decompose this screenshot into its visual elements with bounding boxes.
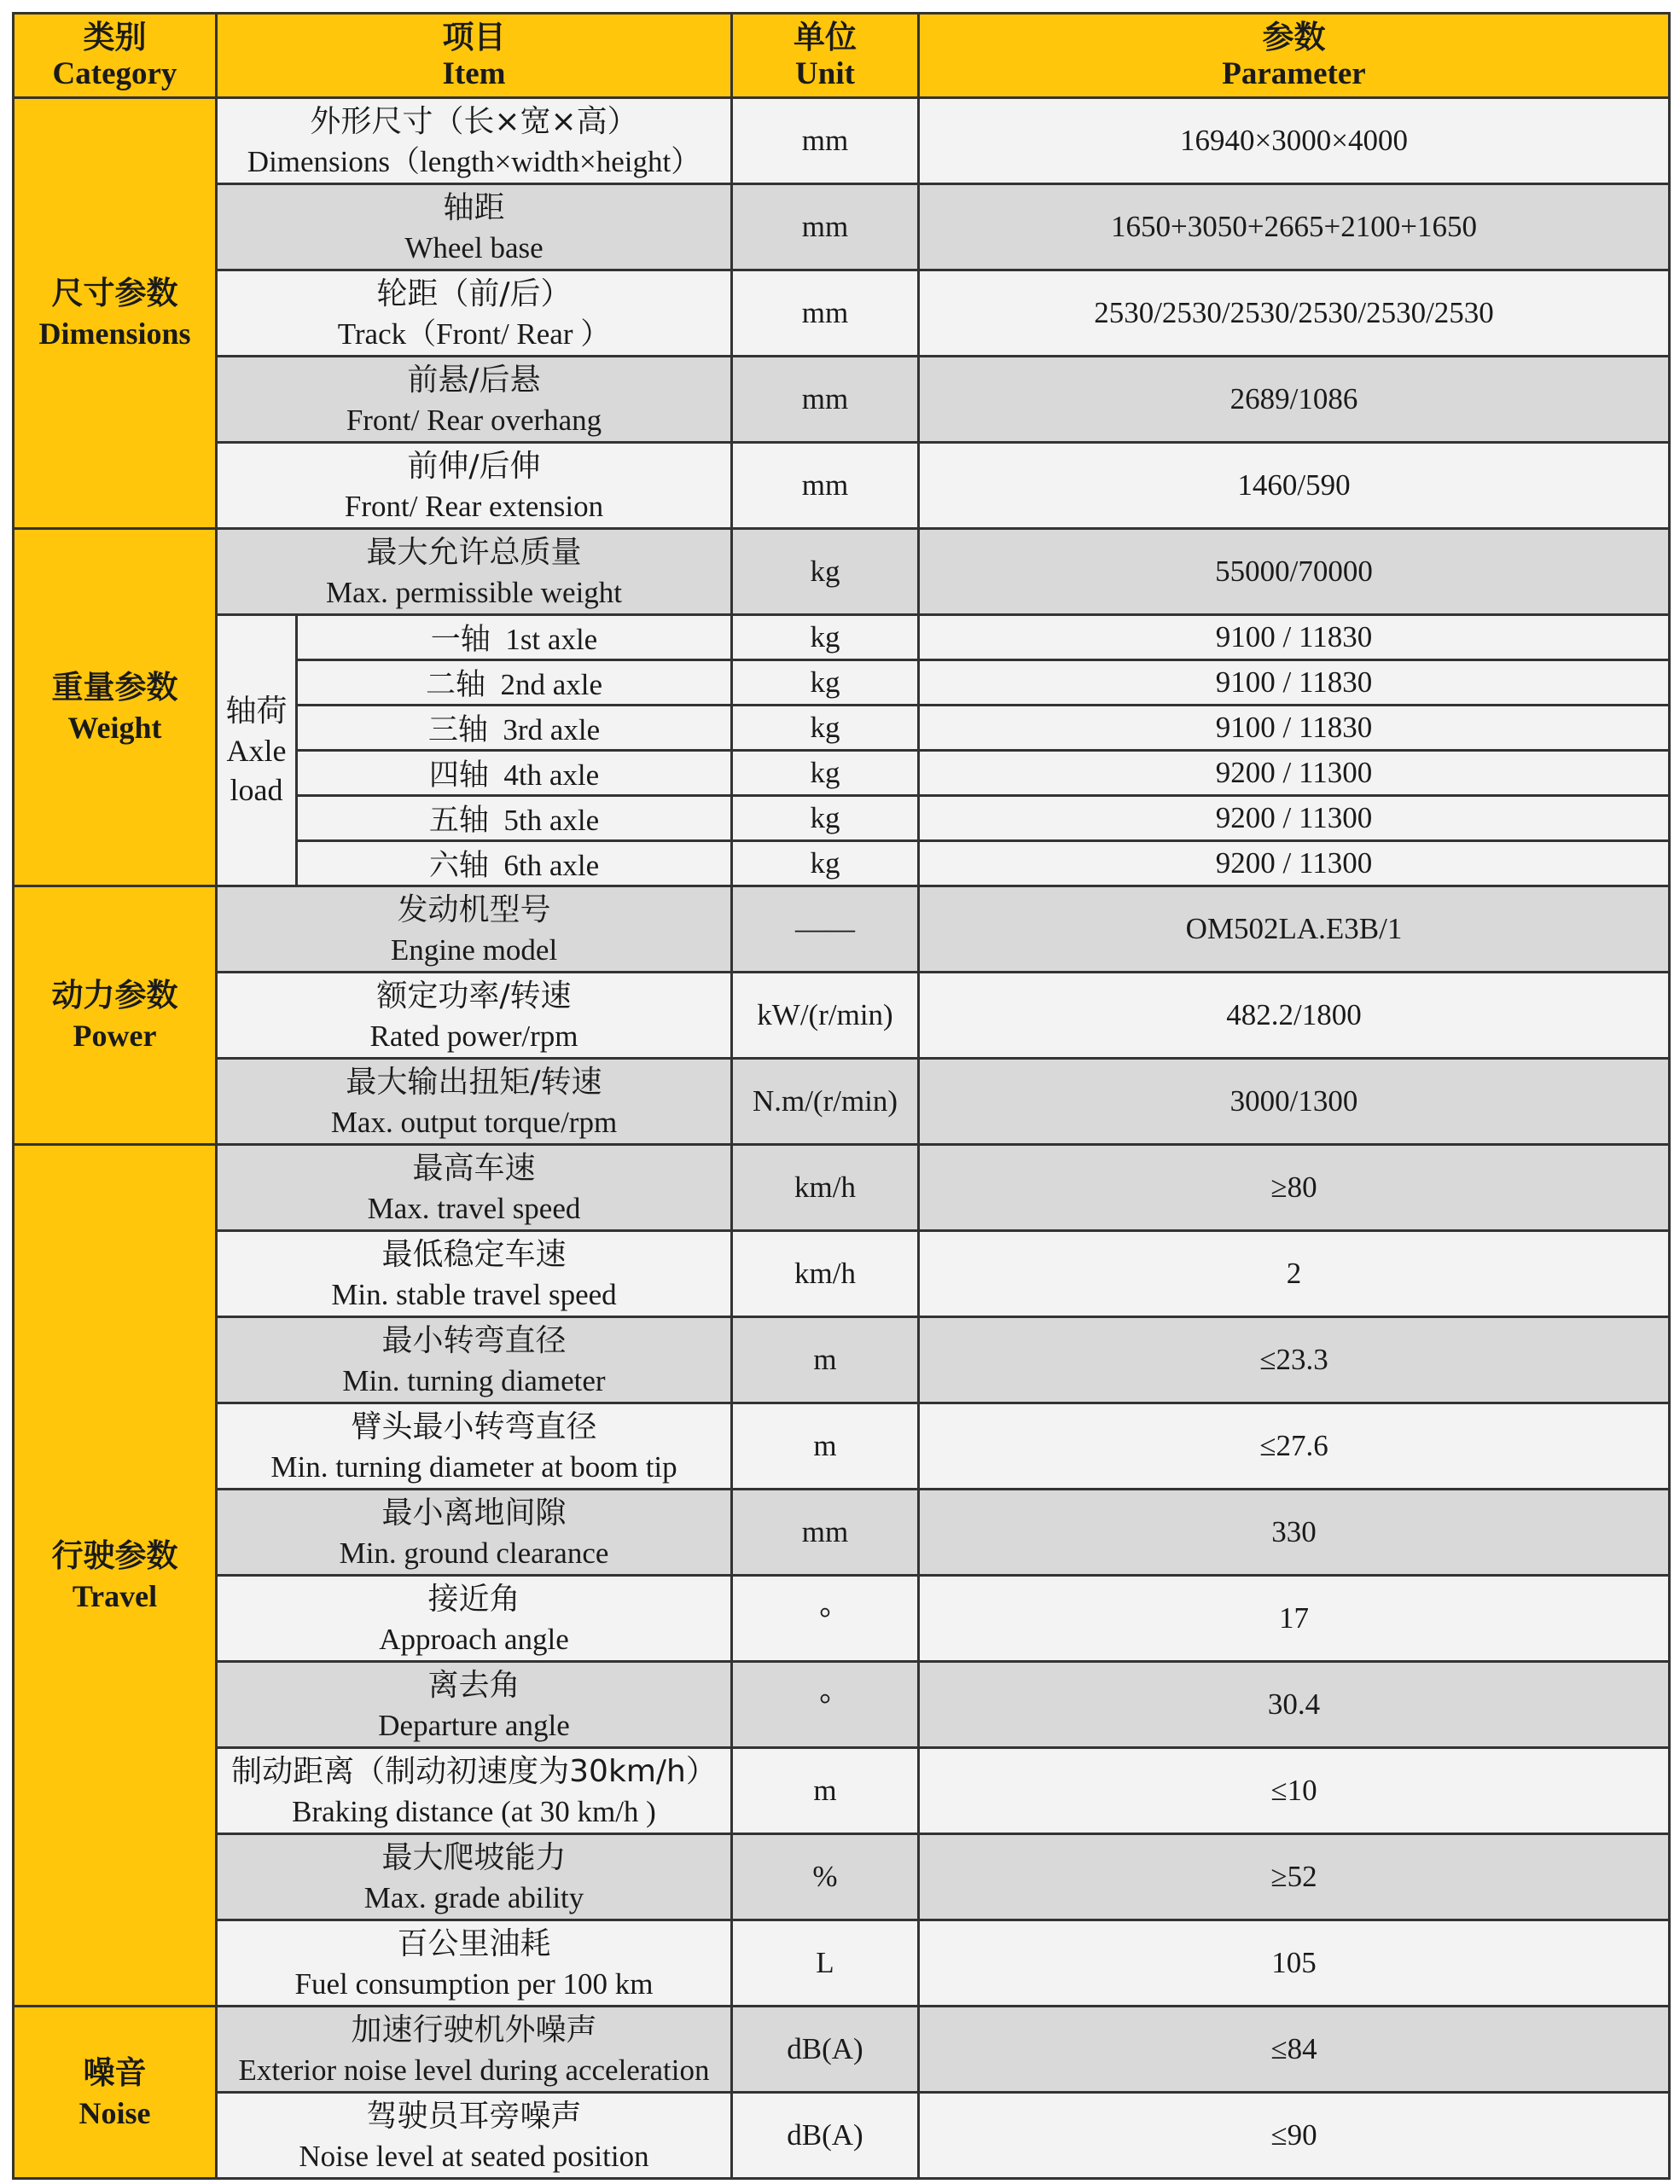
header-row	[14, 14, 1670, 98]
parameter-cell: 9100 / 11830	[919, 706, 1670, 751]
item-label-zh: 加速行驶机外噪声	[351, 2013, 597, 2048]
table-row	[14, 1317, 1670, 1403]
header-item: 项目 Item	[217, 14, 732, 98]
item-label-en: Max. output torque/rpm	[330, 1106, 618, 1139]
item-label-zh: 最小离地间隙	[381, 1496, 567, 1531]
item-label-zh: 接近角	[427, 1582, 520, 1617]
parameter-cell: ≥52	[919, 1834, 1670, 1920]
unit-cell: °	[732, 1662, 919, 1748]
category-label-en: Travel	[72, 1578, 158, 1613]
parameter-cell: 330	[919, 1490, 1670, 1576]
item-cell	[217, 1317, 732, 1403]
item-label-zh: 最低稳定车速	[381, 1237, 567, 1272]
parameter-cell: 2689/1086	[919, 357, 1670, 443]
category-label-zh: 行驶参数	[51, 1536, 178, 1574]
parameter-cell: ≤23.3	[919, 1317, 1670, 1403]
axle-item-cell	[297, 841, 732, 886]
item-cell	[217, 1920, 732, 2007]
category-weight	[14, 529, 217, 886]
item-label-en: Min. turning diameter at boom tip	[270, 1450, 677, 1484]
item-label-zh: 最小转弯直径	[381, 1323, 567, 1358]
item-cell	[217, 1576, 732, 1662]
item-label-zh: 轮距（前/后）	[376, 276, 572, 311]
table-row	[14, 2007, 1670, 2093]
item-label-en: Max. permissible weight	[325, 576, 623, 609]
axle-item-cell	[297, 706, 732, 751]
parameter-cell: 9100 / 11830	[919, 615, 1670, 660]
table-row	[14, 1834, 1670, 1920]
parameter-cell: 105	[919, 1920, 1670, 2007]
item-label-zh: 最大爬坡能力	[381, 1840, 567, 1875]
unit-cell: kg	[732, 706, 919, 751]
table-row	[14, 443, 1670, 529]
item-label-en: Approach angle	[379, 1623, 569, 1656]
table-row	[14, 1748, 1670, 1834]
category-travel	[14, 1145, 217, 2007]
axle-label-zh: 六轴	[428, 849, 489, 883]
table-row	[14, 98, 1670, 184]
axle-load-group	[217, 615, 297, 886]
axle-item-cell	[297, 660, 732, 706]
item-label-zh: 前悬/后悬	[407, 363, 541, 398]
item-cell	[217, 184, 732, 270]
parameter-cell: 9100 / 11830	[919, 660, 1670, 706]
table-row	[14, 270, 1670, 357]
unit-cell: dB(A)	[732, 2007, 919, 2093]
table-row	[14, 973, 1670, 1059]
parameter-cell: ≥80	[919, 1145, 1670, 1231]
table-row	[14, 1576, 1670, 1662]
unit-cell: m	[732, 1748, 919, 1834]
unit-cell: kg	[732, 660, 919, 706]
axle-label-zh: 四轴	[428, 758, 489, 793]
table-row	[14, 886, 1670, 973]
unit-cell: kg	[732, 615, 919, 660]
axle-group-en1: Axle	[226, 733, 287, 768]
unit-cell: kg	[732, 529, 919, 615]
header-category: 类别 Category	[14, 14, 217, 98]
item-label-zh: 最高车速	[412, 1151, 536, 1186]
axle-group-zh: 轴荷	[225, 693, 288, 729]
item-label-zh: 额定功率/转速	[376, 979, 572, 1014]
item-cell	[217, 443, 732, 529]
item-cell	[217, 1748, 732, 1834]
unit-cell: %	[732, 1834, 919, 1920]
parameter-cell: 30.4	[919, 1662, 1670, 1748]
item-cell	[217, 357, 732, 443]
item-cell	[217, 973, 732, 1059]
header-unit: 单位 Unit	[732, 14, 919, 98]
table-row	[14, 1490, 1670, 1576]
category-label-zh: 动力参数	[51, 977, 178, 1014]
unit-cell: mm	[732, 270, 919, 357]
item-cell	[217, 1145, 732, 1231]
axle-label-en: 2nd axle	[500, 668, 603, 701]
item-cell	[217, 1490, 732, 1576]
item-cell	[217, 1059, 732, 1145]
header-parameter: 参数 Parameter	[919, 14, 1670, 98]
unit-cell: L	[732, 1920, 919, 2007]
axle-group-en2: load	[230, 772, 283, 807]
unit-cell: ——	[732, 886, 919, 973]
item-label-en: Max. travel speed	[367, 1192, 581, 1225]
unit-cell: kg	[732, 796, 919, 841]
table-row	[14, 1059, 1670, 1145]
category-label-en: Weight	[67, 711, 162, 745]
axle-label-en: 4th axle	[503, 758, 600, 792]
parameter-cell: OM502LA.E3B/1	[919, 886, 1670, 973]
parameter-cell: 2530/2530/2530/2530/2530/2530	[919, 270, 1670, 357]
item-label-en: Dimensions（length×width×height）	[247, 145, 701, 178]
axle-item-cell	[297, 615, 732, 660]
category-label-zh: 尺寸参数	[51, 275, 178, 311]
parameter-cell: 482.2/1800	[919, 973, 1670, 1059]
item-label-zh: 发动机型号	[397, 892, 551, 927]
parameter-cell: 9200 / 11300	[919, 796, 1670, 841]
item-label-zh: 制动距离（制动初速度为30km/h）	[231, 1754, 717, 1789]
item-cell	[217, 2093, 732, 2179]
item-label-zh: 百公里油耗	[397, 1926, 551, 1961]
unit-cell: °	[732, 1576, 919, 1662]
axle-label-en: 5th axle	[503, 804, 600, 837]
unit-cell: kg	[732, 751, 919, 796]
item-label-en: Min. stable travel speed	[331, 1278, 617, 1311]
item-label-en: Max. grade ability	[363, 1881, 584, 1914]
item-label-en: Engine model	[390, 933, 558, 967]
unit-cell: mm	[732, 184, 919, 270]
parameter-cell: 9200 / 11300	[919, 751, 1670, 796]
parameter-cell: 1460/590	[919, 443, 1670, 529]
unit-cell: mm	[732, 357, 919, 443]
parameter-cell: 9200 / 11300	[919, 841, 1670, 886]
table-row	[14, 1231, 1670, 1317]
unit-cell: km/h	[732, 1145, 919, 1231]
category-label-en: Dimensions	[38, 317, 191, 351]
parameter-cell: ≤10	[919, 1748, 1670, 1834]
parameter-cell: ≤90	[919, 2093, 1670, 2179]
item-label-en: Front/ Rear overhang	[346, 404, 602, 437]
parameter-cell: ≤27.6	[919, 1403, 1670, 1490]
category-noise	[14, 2007, 217, 2179]
item-cell	[217, 1403, 732, 1490]
unit-cell: m	[732, 1403, 919, 1490]
table-row	[14, 357, 1670, 443]
item-label-zh: 最大允许总质量	[366, 535, 582, 570]
item-cell	[217, 98, 732, 184]
item-label-en: Wheel base	[404, 231, 544, 264]
axle-label-en: 3rd axle	[503, 713, 601, 746]
axle-label-zh: 一轴	[430, 623, 491, 657]
item-label-en: Front/ Rear extension	[344, 490, 604, 523]
item-label-zh: 最大输出扭矩/转速	[346, 1065, 602, 1100]
parameter-cell: ≤84	[919, 2007, 1670, 2093]
item-label-en: Exterior noise level during acceleration	[238, 2053, 710, 2087]
parameter-cell: 2	[919, 1231, 1670, 1317]
category-label-zh: 噪音	[83, 2053, 147, 2091]
item-label-zh: 轴距	[443, 190, 505, 225]
item-label-en: Min. ground clearance	[339, 1536, 609, 1570]
axle-label-zh: 二轴	[425, 668, 485, 702]
item-cell	[217, 886, 732, 973]
axle-label-en: 1st axle	[505, 623, 598, 656]
unit-cell: dB(A)	[732, 2093, 919, 2179]
item-cell	[217, 1834, 732, 1920]
table-row	[14, 615, 1670, 660]
unit-cell: km/h	[732, 1231, 919, 1317]
table-row	[14, 529, 1670, 615]
category-label-en: Noise	[78, 2095, 151, 2130]
axle-item-cell	[297, 751, 732, 796]
category-dimensions	[14, 98, 217, 529]
item-label-en: Braking distance (at 30 km/h )	[292, 1795, 656, 1828]
parameter-cell: 1650+3050+2665+2100+1650	[919, 184, 1670, 270]
unit-cell: mm	[732, 98, 919, 184]
unit-cell: mm	[732, 443, 919, 529]
item-label-en: Departure angle	[378, 1709, 570, 1742]
item-label-zh: 前伸/后伸	[407, 449, 541, 484]
item-label-zh: 驾驶员耳旁噪声	[366, 2099, 582, 2134]
item-label-zh: 臂头最小转弯直径	[351, 1409, 597, 1444]
item-label-en: Min. turning diameter	[342, 1364, 606, 1397]
table-row	[14, 1403, 1670, 1490]
item-label-zh: 离去角	[427, 1668, 520, 1703]
axle-label-zh: 五轴	[428, 804, 489, 838]
item-cell	[217, 529, 732, 615]
axle-label-en: 6th axle	[503, 849, 600, 882]
parameter-cell: 3000/1300	[919, 1059, 1670, 1145]
spec-table	[12, 12, 1671, 2180]
table-row	[14, 2093, 1670, 2179]
axle-label-zh: 三轴	[427, 713, 488, 747]
category-label-en: Power	[73, 1019, 157, 1053]
unit-cell: kW/(r/min)	[732, 973, 919, 1059]
table-row	[14, 184, 1670, 270]
table-row	[14, 1662, 1670, 1748]
item-label-en: Rated power/rpm	[369, 1019, 578, 1053]
item-label-en: Track（Front/ Rear ）	[337, 317, 611, 351]
item-label-en: Fuel consumption per 100 km	[294, 1967, 654, 2001]
item-cell	[217, 1231, 732, 1317]
unit-cell: kg	[732, 841, 919, 886]
category-power	[14, 886, 217, 1145]
axle-item-cell	[297, 796, 732, 841]
table-row	[14, 1145, 1670, 1231]
category-label-zh: 重量参数	[51, 669, 178, 706]
parameter-cell: 16940×3000×4000	[919, 98, 1670, 184]
item-cell	[217, 270, 732, 357]
parameter-cell: 17	[919, 1576, 1670, 1662]
unit-cell: mm	[732, 1490, 919, 1576]
parameter-cell: 55000/70000	[919, 529, 1670, 615]
unit-cell: m	[732, 1317, 919, 1403]
item-cell	[217, 1662, 732, 1748]
item-label-en: Noise level at seated position	[299, 2140, 649, 2173]
table-row	[14, 1920, 1670, 2007]
unit-cell: N.m/(r/min)	[732, 1059, 919, 1145]
item-cell	[217, 2007, 732, 2093]
item-label-zh: 外形尺寸（长×宽×高）	[310, 104, 638, 139]
